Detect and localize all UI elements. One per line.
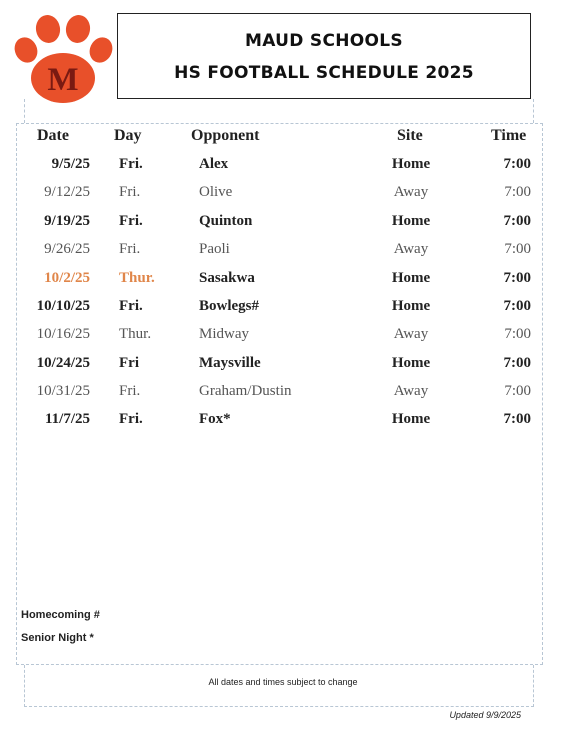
column-header-opponent: Opponent [191, 127, 260, 144]
senior-night-note: Senior Night * [21, 632, 94, 644]
game-date: 10/31/25 [36, 383, 90, 399]
game-opponent: Sasakwa [199, 270, 255, 286]
game-date: 10/16/25 [36, 326, 90, 342]
updated-date: Updated 9/9/2025 [449, 710, 521, 720]
game-time: 7:00 [504, 383, 531, 399]
table-row [0, 383, 566, 405]
game-date: 11/7/25 [44, 411, 90, 427]
paw-logo-icon [12, 14, 116, 106]
logo-letter: M [47, 62, 79, 98]
game-opponent: Alex [199, 156, 229, 172]
game-site: Away [393, 383, 429, 399]
table-row [0, 411, 566, 433]
game-opponent: Graham/Dustin [199, 383, 292, 399]
table-row [0, 156, 566, 178]
game-day: Fri. [119, 411, 143, 427]
page-border-top [24, 99, 534, 123]
game-time: 7:00 [503, 411, 531, 427]
column-header-time: Time [491, 127, 527, 144]
game-time: 7:00 [503, 270, 531, 286]
game-date: 9/12/25 [44, 184, 90, 200]
school-name: MAUD SCHOOLS [245, 31, 403, 51]
table-row [0, 184, 566, 206]
column-header-date: Date [37, 127, 69, 144]
game-opponent: Paoli [199, 241, 230, 257]
game-day: Fri [119, 355, 139, 371]
game-opponent: Midway [199, 326, 249, 342]
game-day: Fri. [119, 184, 141, 200]
table-row [0, 298, 566, 320]
game-date: 10/10/25 [36, 298, 90, 314]
game-time: 7:00 [503, 355, 531, 371]
game-date: 9/5/25 [51, 156, 90, 172]
game-time: 7:00 [503, 213, 531, 229]
game-site: Home [391, 213, 431, 229]
table-row [0, 355, 566, 377]
table-row [0, 270, 566, 292]
game-time: 7:00 [504, 326, 531, 342]
table-row [0, 241, 566, 263]
title-box [117, 13, 531, 99]
game-time: 7:00 [503, 298, 531, 314]
game-opponent: Fox* [199, 411, 231, 427]
homecoming-note: Homecoming # [21, 609, 100, 621]
game-site: Away [393, 326, 429, 342]
game-site: Away [393, 184, 429, 200]
game-date: 9/26/25 [44, 241, 90, 257]
game-site: Home [391, 298, 431, 314]
game-site: Home [391, 156, 431, 172]
game-day: Thur. [119, 270, 155, 286]
game-day: Thur. [119, 326, 152, 342]
game-time: 7:00 [504, 184, 531, 200]
game-day: Fri. [119, 213, 143, 229]
column-header-site: Site [397, 127, 423, 144]
schedule-title: HS FOOTBALL SCHEDULE 2025 [174, 63, 474, 83]
game-time: 7:00 [504, 241, 531, 257]
game-site: Away [393, 241, 429, 257]
disclaimer: All dates and times subject to change [208, 677, 358, 687]
game-day: Fri. [119, 298, 143, 314]
game-date: 10/2/25 [44, 270, 90, 286]
game-site: Home [391, 270, 431, 286]
game-site: Home [391, 355, 431, 371]
game-time: 7:00 [503, 156, 531, 172]
table-row [0, 213, 566, 235]
game-opponent: Maysville [199, 355, 261, 371]
game-day: Fri. [119, 156, 143, 172]
game-opponent: Quinton [199, 213, 253, 229]
game-date: 10/24/25 [36, 355, 90, 371]
game-day: Fri. [119, 383, 141, 399]
column-header-day: Day [114, 127, 142, 144]
table-row [0, 326, 566, 348]
game-day: Fri. [119, 241, 141, 257]
game-opponent: Bowlegs# [199, 298, 259, 314]
game-date: 9/19/25 [44, 213, 90, 229]
game-site: Home [391, 411, 431, 427]
game-opponent: Olive [199, 184, 233, 200]
